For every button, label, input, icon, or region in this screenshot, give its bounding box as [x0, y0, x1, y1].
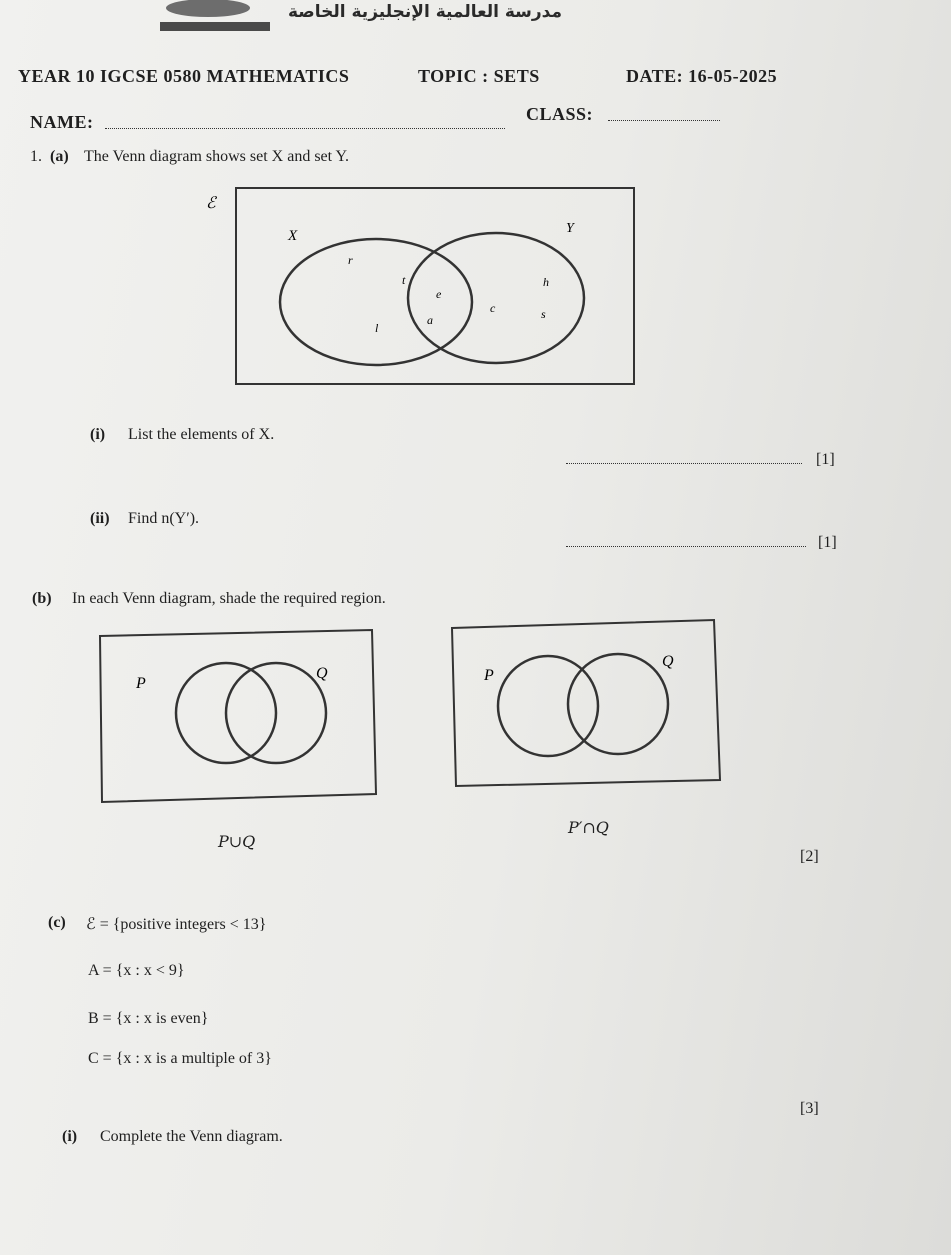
- element-x-only: l: [375, 321, 379, 335]
- part-c-i-label: (i): [62, 1128, 78, 1145]
- part-c-i-text: Complete the Venn diagram.: [100, 1128, 283, 1145]
- element-intersection: e: [436, 287, 442, 301]
- element-intersection: a: [427, 313, 433, 327]
- diagram-1-caption: P∪Q: [218, 832, 256, 851]
- element-x-only: t: [402, 273, 406, 287]
- marks-a-i: [1]: [816, 451, 835, 468]
- set-x-label: X: [288, 228, 298, 244]
- set-b-definition: B = {x : x is even}: [88, 1010, 209, 1027]
- class-label: CLASS:: [526, 104, 594, 124]
- universal-set-box: [236, 188, 634, 384]
- set-c-definition: C = {x : x is a multiple of 3}: [88, 1050, 272, 1067]
- universal-set-symbol: ℰ: [206, 195, 216, 212]
- set-x-circle: [280, 239, 472, 365]
- school-logo: [150, 0, 280, 34]
- part-a-label: (a): [50, 148, 69, 165]
- element-y-only: c: [490, 301, 496, 315]
- universal-set-definition: ℰ = {positive integers < 13}: [86, 916, 267, 933]
- school-name: مدرسة العالمية الإنجليزية الخاصة: [288, 2, 562, 22]
- set-y-circle: [408, 233, 584, 363]
- question-number: 1.: [30, 148, 42, 165]
- diagram-1-p-label: P: [136, 675, 146, 692]
- part-a-text: The Venn diagram shows set X and set Y.: [84, 148, 349, 165]
- element-y-only: s: [541, 307, 546, 321]
- part-a-ii-label: (ii): [90, 510, 110, 527]
- name-label: NAME:: [30, 112, 94, 132]
- part-c-label: (c): [48, 914, 66, 931]
- part-b-label: (b): [32, 590, 52, 607]
- topic-title: TOPIC : SETS: [418, 66, 540, 86]
- course-title: YEAR 10 IGCSE 0580 MATHEMATICS: [18, 66, 350, 86]
- set-a-definition: A = {x : x < 9}: [88, 962, 185, 979]
- diagram-2-q-label: Q: [662, 653, 674, 670]
- name-field[interactable]: [105, 128, 505, 129]
- element-y-only: h: [543, 275, 549, 289]
- set-y-label: Y: [566, 221, 574, 236]
- diagram-1-q-label: Q: [316, 665, 328, 682]
- venn-diagram-complement-intersection[interactable]: [448, 618, 724, 790]
- marks-b: [2]: [800, 848, 819, 865]
- part-b-text: In each Venn diagram, shade the required region.: [72, 590, 386, 607]
- exam-date: DATE: 16-05-2025: [626, 66, 778, 86]
- part-a-i-label: (i): [90, 426, 106, 443]
- diagram-2-q-circle: [568, 654, 668, 754]
- marks-c: [3]: [800, 1100, 819, 1117]
- venn-diagram-xy: [200, 182, 640, 392]
- diagram-1-box: [100, 630, 376, 802]
- part-a-ii-text: Find n(Y′).: [128, 510, 200, 527]
- diagram-2-caption: P′∩Q: [568, 818, 609, 837]
- diagram-2-p-label: P: [484, 667, 494, 684]
- diagram-2-box: [452, 620, 720, 786]
- answer-line-a-i[interactable]: [566, 463, 802, 464]
- class-field[interactable]: [608, 120, 720, 121]
- answer-line-a-ii[interactable]: [566, 546, 806, 547]
- venn-diagram-union[interactable]: [96, 628, 380, 806]
- part-a-i-text: List the elements of X.: [128, 426, 275, 443]
- marks-a-ii: [1]: [818, 534, 837, 551]
- element-x-only: r: [348, 253, 353, 267]
